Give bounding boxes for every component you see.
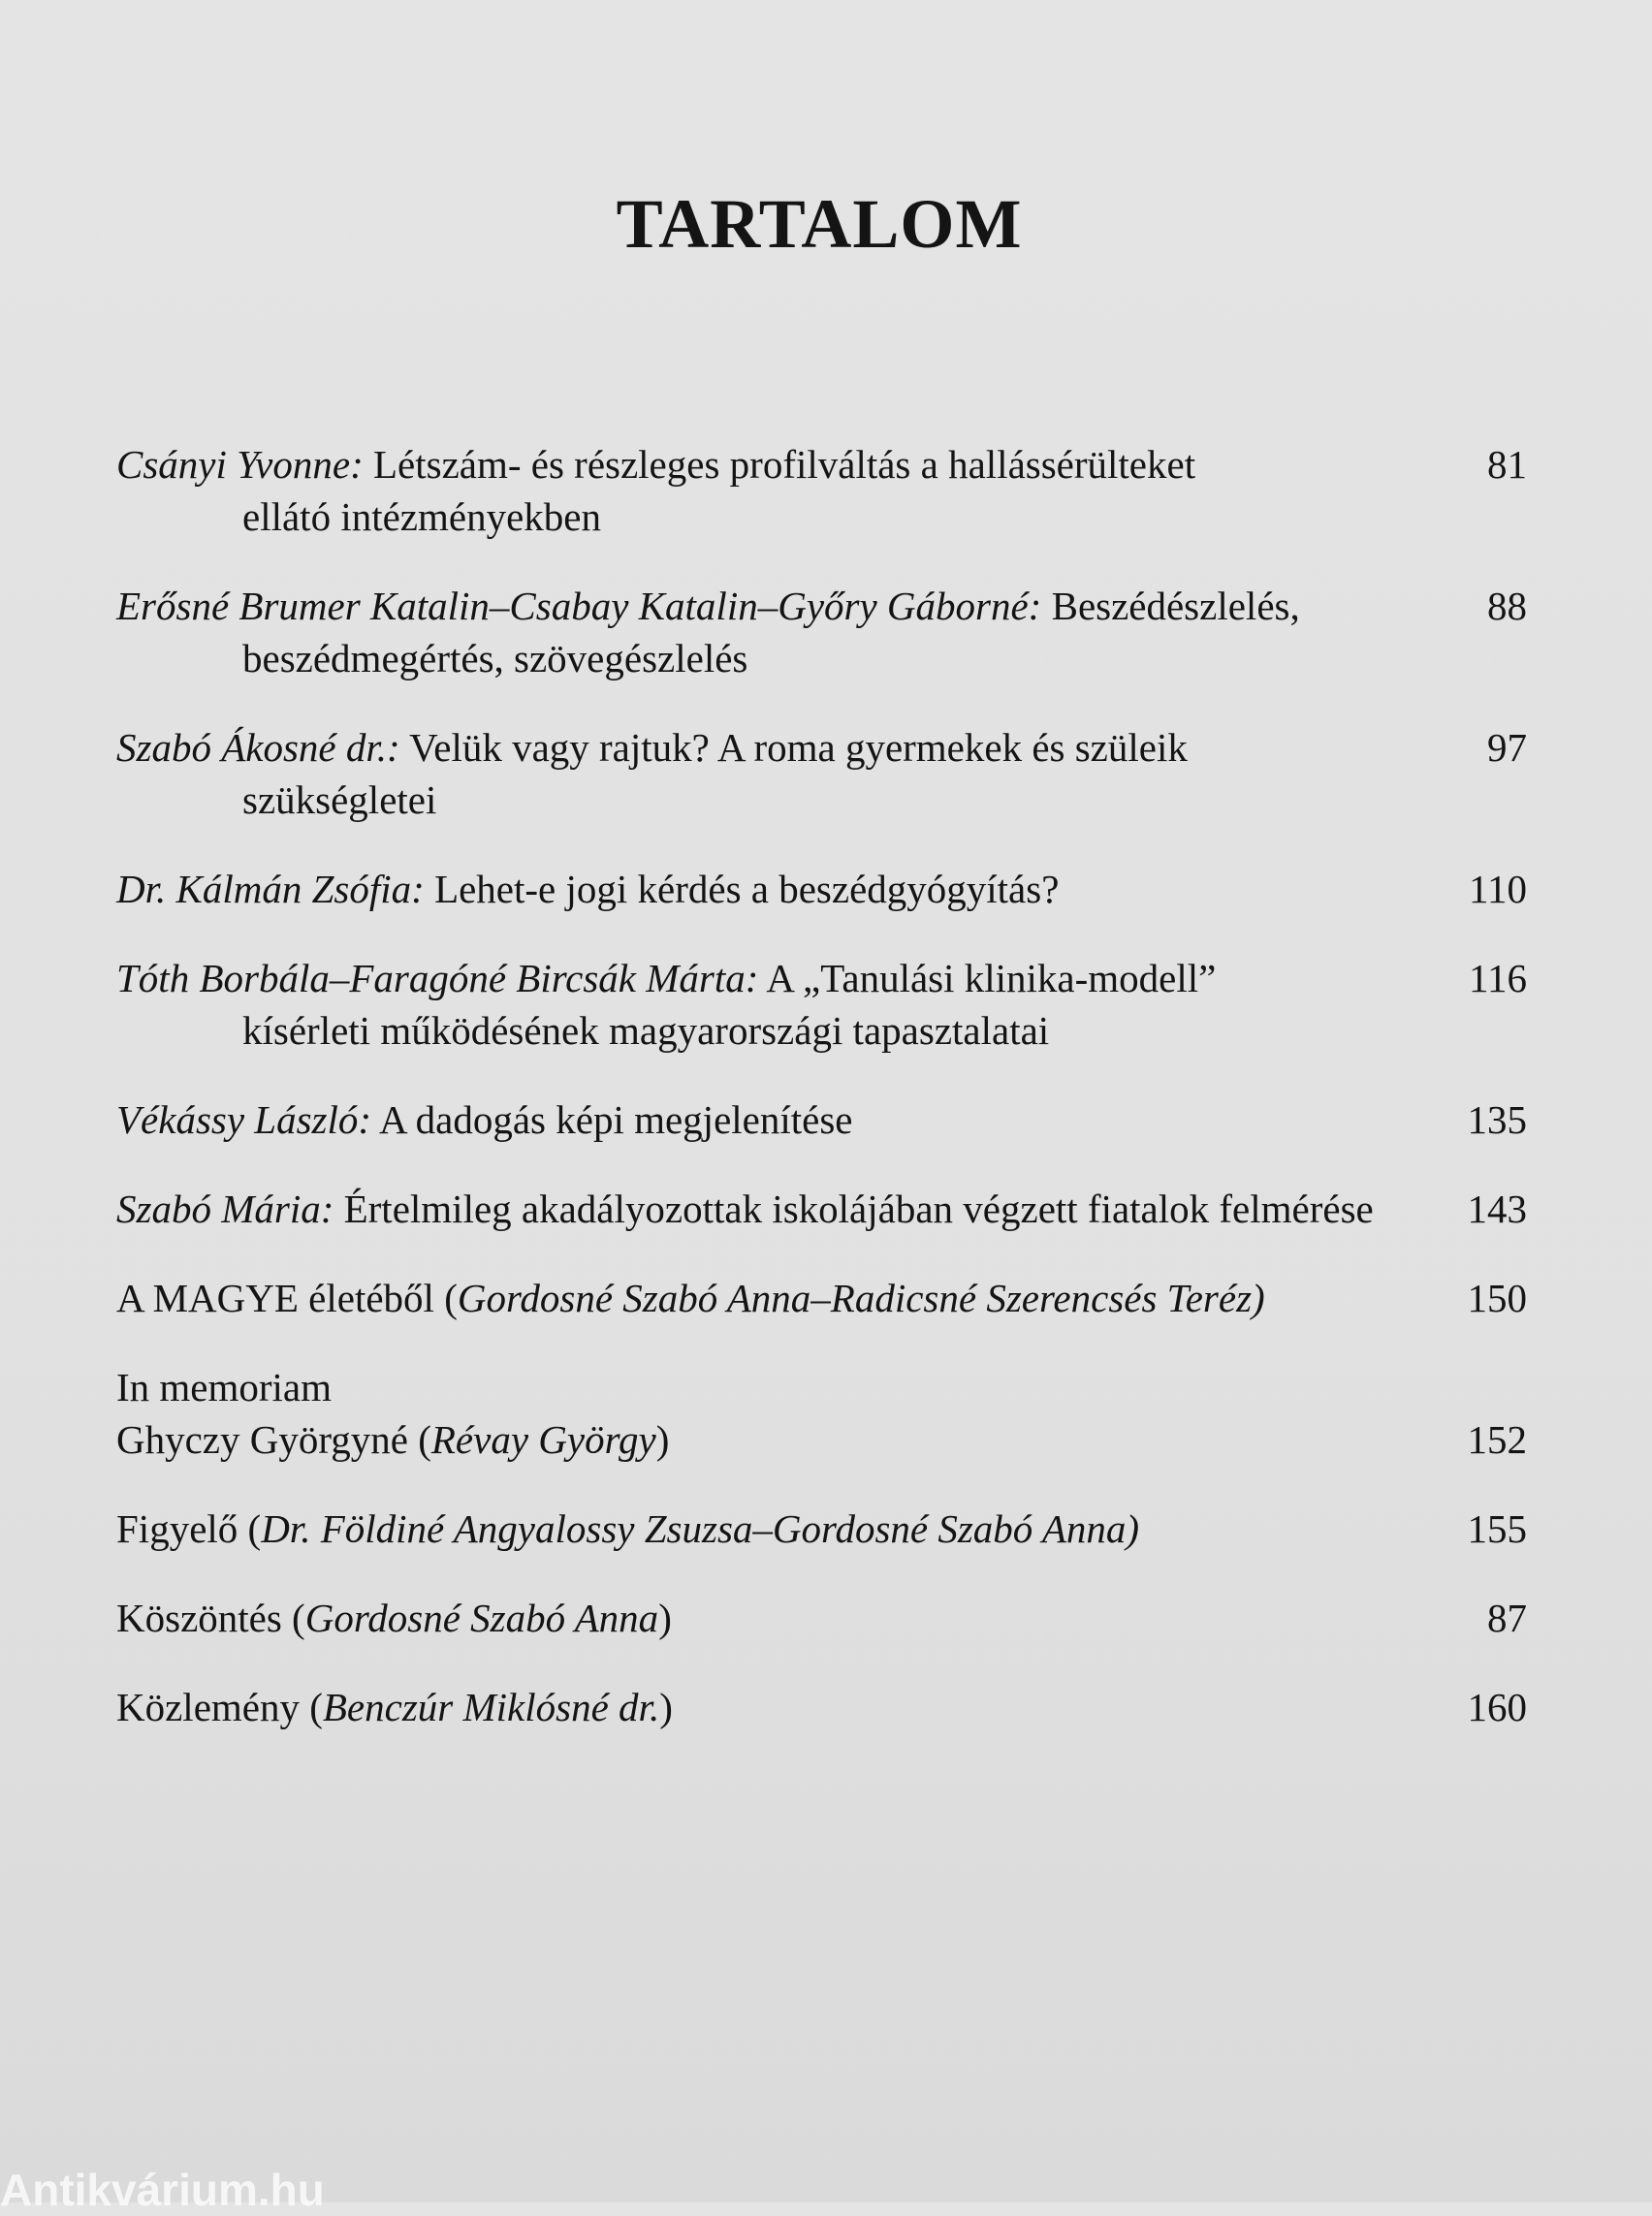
- entry-title: Létszám- és részleges profilváltás a hallássérülteket: [363, 442, 1196, 487]
- entry-title: Értelmileg akadályozottak iskolájában végzett fiatalok felmérése: [334, 1187, 1374, 1231]
- page-title: TARTALOM: [616, 185, 1023, 263]
- page-number: 135: [1467, 1097, 1527, 1142]
- page-number: 88: [1487, 584, 1527, 628]
- toc-section: Közlemény (Benczúr Miklósné dr.) 160: [116, 1681, 1527, 1733]
- toc-entry: [116, 863, 1527, 915]
- entry-author: Szabó Mária:: [116, 1187, 334, 1231]
- entry-title: Velük vagy rajtuk? A roma gyermekek és szüleik: [399, 725, 1188, 770]
- entry-title: Beszédészlelés,: [1041, 584, 1300, 628]
- page-number: 143: [1467, 1187, 1527, 1231]
- toc-entry: [116, 1093, 1527, 1146]
- entry-title: A dadogás képi megjelenítése: [371, 1097, 853, 1142]
- page-number: 150: [1467, 1276, 1527, 1320]
- section-author: Benczúr Miklósné dr.: [322, 1685, 660, 1729]
- section-label: Ghyczy Györgyné (: [116, 1417, 431, 1462]
- entry-title: A „Tanulási klinika-modell”: [758, 956, 1217, 1000]
- toc-entry: [116, 952, 1527, 1057]
- section-author: Gordosné Szabó Anna–Radicsné Szerencsés Teréz): [457, 1276, 1265, 1320]
- entry-author: Erősné Brumer Katalin–Csabay Katalin–Győry Gáborné:: [116, 584, 1042, 628]
- toc-entry: [116, 1183, 1527, 1235]
- toc-section: [116, 1272, 1527, 1324]
- section-label: Közlemény (: [116, 1685, 323, 1729]
- toc-section: Köszöntés (Gordosné Szabó Anna) 87: [116, 1592, 1527, 1644]
- toc-entry: [116, 438, 1527, 543]
- section-label: Figyelő (: [116, 1506, 262, 1551]
- toc-section: [116, 1503, 1527, 1555]
- toc-section: In memoriam Ghyczy Györgyné (Révay György) 152: [116, 1361, 1527, 1466]
- toc-entry: [116, 721, 1527, 826]
- page-number: 81: [1487, 442, 1527, 487]
- page-number: 152: [1467, 1417, 1527, 1462]
- watermark: Antikvárium.hu: [0, 2165, 325, 2215]
- entry-author: Szabó Ákosné dr.:: [116, 725, 400, 770]
- entry-author: Csányi Yvonne:: [116, 442, 364, 487]
- page-number: 97: [1487, 725, 1527, 770]
- section-label: Köszöntés (: [116, 1596, 305, 1640]
- page-number: 110: [1469, 867, 1527, 911]
- page-number: 116: [1469, 956, 1527, 1000]
- entry-author: Tóth Borbála–Faragóné Bircsák Márta:: [116, 956, 759, 1000]
- entry-author: Vékássy László:: [116, 1097, 372, 1142]
- table-of-contents: [116, 438, 1527, 1770]
- page-number: 87: [1487, 1596, 1527, 1640]
- section-author: Révay György: [430, 1417, 656, 1462]
- section-author: Gordosné Szabó Anna: [304, 1596, 659, 1640]
- section-author: Dr. Földiné Angyalossy Zsuzsa–Gordosné Szabó Anna): [261, 1506, 1140, 1551]
- section-label: A MAGYE életéből (: [116, 1276, 458, 1320]
- toc-entry: [116, 580, 1527, 684]
- entry-author: Dr. Kálmán Zsófia:: [116, 867, 425, 911]
- page-number: 155: [1467, 1506, 1527, 1551]
- entry-title-continuation: ellátó intézményekben: [242, 494, 601, 539]
- section-heading: In memoriam: [116, 1365, 333, 1409]
- entry-title-continuation: szükségletei: [242, 777, 437, 822]
- entry-title-continuation: beszédmegértés, szövegészlelés: [242, 636, 748, 681]
- entry-title: Lehet-e jogi kérdés a beszédgyógyítás?: [424, 867, 1060, 911]
- entry-title-continuation: kísérleti működésének magyarországi tapasztalatai: [242, 1008, 1050, 1053]
- page-number: 160: [1467, 1685, 1527, 1729]
